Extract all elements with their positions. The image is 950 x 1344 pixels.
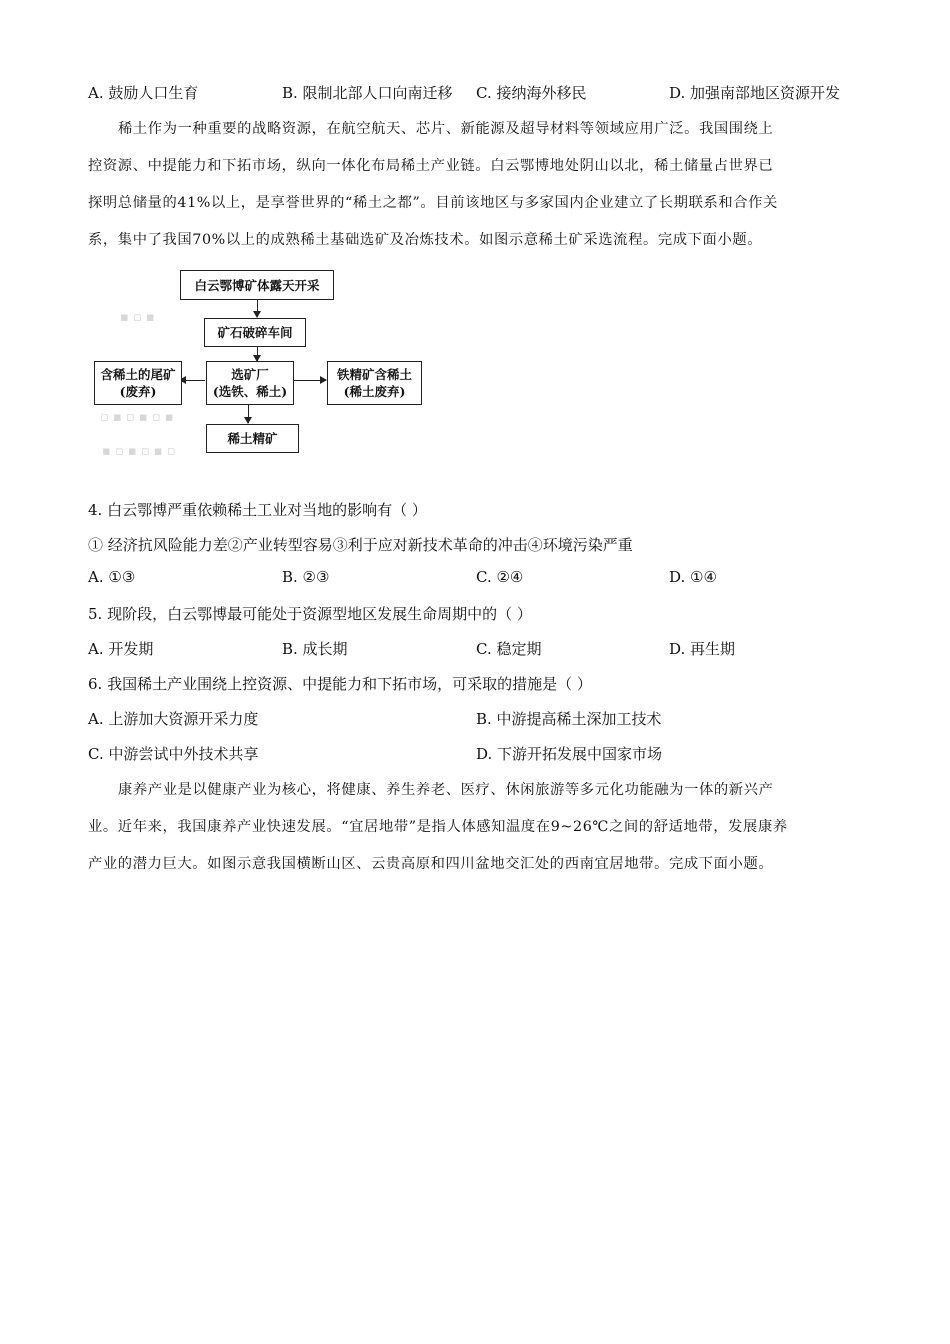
q5-option-d: D. 再生期 (669, 640, 736, 658)
flow-box-mining (180, 270, 334, 300)
flow-box-tailings (94, 361, 182, 405)
flow-label-iron-2: (稀土废弃) (343, 384, 406, 399)
flow-label-plant-2: (选铁、稀土) (212, 384, 288, 399)
flow-box-iron-concentrate (327, 361, 422, 405)
q5-option-c: C. 稳定期 (476, 640, 542, 658)
q5-option-b: B. 成长期 (282, 640, 348, 658)
intro1-line-3: 探明总储量的41%以上，是享誉世界的“稀土之都”。目前该地区与多家国内企业建立了长期联系和合作关 (88, 195, 778, 211)
flow-box-crushing (204, 318, 306, 347)
flow-label-iron-1: 铁精矿含稀土 (336, 367, 412, 382)
q6-option-b: B. 中游提高稀土深加工技术 (476, 710, 662, 728)
q3-option-a: A. 鼓励人口生育 (88, 84, 199, 102)
flow-label-tailings-1: 含稀土的尾矿 (100, 367, 176, 382)
q4-statements: ① 经济抗风险能力差②产业转型容易③利于应对新技术革命的冲击④环境污染严重 (88, 536, 633, 554)
q6-option-c: C. 中游尝试中外技术共享 (88, 745, 259, 763)
q3-option-c: C. 接纳海外移民 (476, 84, 587, 102)
q4-option-c: C. ②④ (476, 568, 524, 586)
flow-label-tailings-2: (废弃) (119, 384, 157, 399)
q3-option-b: B. 限制北部人口向南迁移 (282, 84, 453, 102)
q4-option-d: D. ①④ (669, 568, 717, 586)
flow-box-plant (206, 361, 294, 405)
intro1-line-4: 系，集中了我国70%以上的成熟稀土基础选矿及冶炼技术。如图示意稀土矿采选流程。完成下面小题。 (88, 232, 763, 248)
intro2-line-2: 业。近年来，我国康养产业快速发展。“宜居地带”是指人体感知温度在9~26℃之间的舒适地带，发展康养 (88, 819, 788, 835)
faint-scan-marks: ▪ ▫ ▪ (120, 310, 155, 325)
q4-option-a: A. ①③ (88, 568, 136, 586)
arrow-mining-to-crushing (257, 300, 258, 317)
q5-stem: 5. 现阶段，白云鄂博最可能处于资源型地区发展生命周期中的（ ） (88, 605, 532, 623)
q6-option-d: D. 下游开拓发展中国家市场 (476, 745, 663, 763)
rare-earth-flowchart: ▪ ▫ ▪ ▫ ▪ ▫ ▪ ▫ ▪ ▪ ▫ ▪ ▫ ▪ ▫ 白云鄂博矿体露天开采 矿石破碎车间 选矿厂 (选铁、稀土) 含稀土的尾矿 (废弃) 铁精矿含稀土 (稀土废弃) 稀土精矿 (90, 262, 410, 472)
q4-stem: 4. 白云鄂博严重依赖稀土工业对当地的影响有（ ） (88, 501, 427, 519)
intro2-line-1: 康养产业是以健康产业为核心，将健康、养生养老、医疗、休闲旅游等多元化功能融为一体的新兴产 (118, 782, 774, 798)
arrow-plant-to-concentrate (248, 405, 249, 423)
intro1-line-1: 稀土作为一种重要的战略资源，在航空航天、芯片、新能源及超导材料等领域应用广泛。我国围绕上 (118, 121, 774, 137)
flow-label-plant-1: 选矿厂 (231, 367, 269, 382)
arrow-crushing-to-plant (257, 347, 258, 361)
flow-label-concentrate: 稀土精矿 (227, 431, 278, 446)
q6-stem: 6. 我国稀土产业围绕上控资源、中提能力和下拓市场，可采取的措施是（ ） (88, 675, 592, 693)
intro2-line-3: 产业的潜力巨大。如图示意我国横断山区、云贵高原和四川盆地交汇处的西南宜居地带。完成下面小题。 (88, 856, 774, 872)
intro1-line-2: 控资源、中提能力和下拓市场，纵向一体化布局稀土产业链。白云鄂博地处阴山以北，稀土储量占世界已 (88, 158, 774, 174)
q3-option-d: D. 加强南部地区资源开发 (669, 84, 841, 102)
flow-box-rare-earth-concentrate (206, 424, 299, 453)
arrow-plant-to-tailings (180, 380, 205, 381)
flow-label-mining: 白云鄂博矿体露天开采 (194, 277, 320, 293)
q5-option-a: A. 开发期 (88, 640, 154, 658)
q6-option-a: A. 上游加大资源开采力度 (88, 710, 259, 728)
arrow-plant-to-iron (294, 380, 326, 381)
q4-option-b: B. ②③ (282, 568, 330, 586)
flow-label-crushing: 矿石破碎车间 (217, 325, 293, 340)
